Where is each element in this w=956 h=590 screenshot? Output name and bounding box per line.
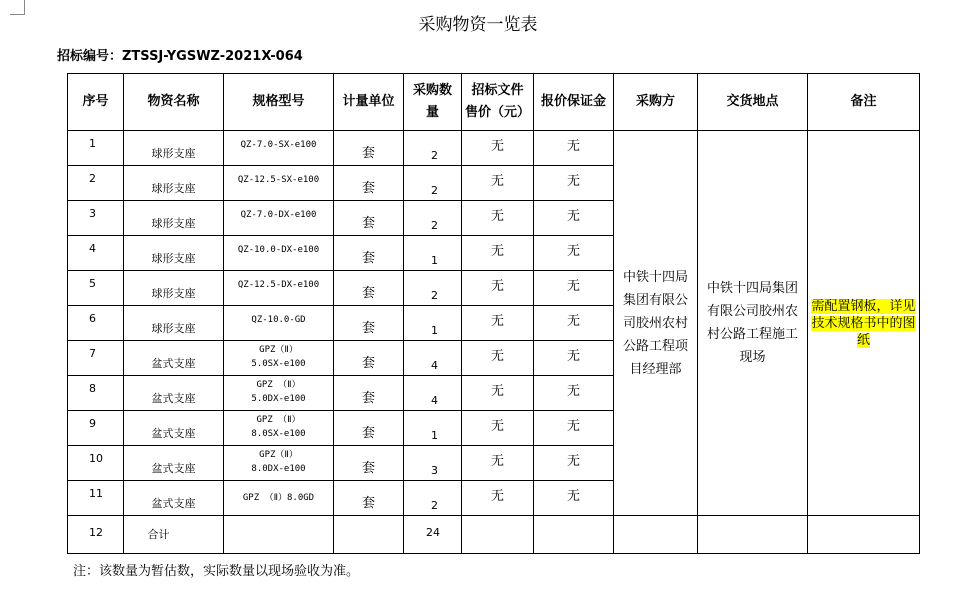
header-price-line2: 售价（元） — [464, 105, 530, 120]
cell-unit — [334, 166, 404, 201]
row-seq: 7 — [89, 347, 96, 360]
row-name: 球形支座 — [151, 217, 196, 230]
row-seq: 3 — [89, 207, 96, 220]
row-deposit: 无 — [566, 139, 580, 154]
row-spec-line1: GPZ （Ⅱ） — [256, 415, 301, 425]
row-price: 无 — [490, 139, 504, 154]
cell-price — [462, 376, 534, 411]
cell-deposit — [534, 166, 614, 201]
row-name: 球形支座 — [151, 287, 196, 300]
cell-seq — [68, 411, 124, 446]
header-qty-line2: 量 — [425, 105, 439, 120]
row-price: 无 — [490, 349, 504, 364]
row-name: 盆式支座 — [151, 357, 196, 370]
row-deposit: 无 — [566, 174, 580, 189]
cell-seq — [68, 166, 124, 201]
cell-price — [462, 236, 534, 271]
row-name: 球形支座 — [151, 322, 196, 335]
cell-deposit — [534, 201, 614, 236]
cell-unit — [334, 481, 404, 516]
row-qty: 2 — [431, 289, 438, 302]
row-price: 无 — [490, 279, 504, 294]
cell-name — [124, 201, 224, 236]
cell-seq — [68, 201, 124, 236]
cell-price — [462, 341, 534, 376]
cell-qty — [404, 166, 462, 201]
row-spec: QZ-12.5-DX-e100 — [237, 280, 320, 290]
footnote: 注：该数量为暂估数，实际数量以现场验收为准。 — [73, 564, 360, 579]
cell-unit — [334, 516, 404, 554]
cell-deposit — [534, 341, 614, 376]
row-unit: 套 — [361, 461, 375, 476]
cell-unit — [334, 306, 404, 341]
cell-qty — [404, 201, 462, 236]
row-spec-line2: 5.0DX-e100 — [251, 394, 306, 404]
cell-unit — [334, 236, 404, 271]
cell-seq — [68, 376, 124, 411]
cell-qty — [404, 306, 462, 341]
row-price: 无 — [490, 244, 504, 259]
cell-spec — [224, 481, 334, 516]
row-price: 无 — [490, 209, 504, 224]
cell-price — [462, 166, 534, 201]
cell-price — [462, 306, 534, 341]
cell-unit — [334, 201, 404, 236]
cell-unit — [334, 271, 404, 306]
cell-qty — [404, 481, 462, 516]
cell-spec — [224, 341, 334, 376]
purchaser-cell: 中铁十四局集团有限公司胶州农村公路工程项目经理部 — [614, 131, 698, 516]
row-unit: 套 — [361, 146, 375, 161]
row-spec-line1: GPZ（Ⅱ） — [259, 450, 298, 460]
row-qty: 1 — [431, 429, 438, 442]
cell-deposit — [534, 271, 614, 306]
row-qty: 2 — [431, 219, 438, 232]
total-seq: 12 — [89, 526, 103, 539]
row-qty: 2 — [431, 149, 438, 162]
header-delivery: 交货地点 — [698, 74, 808, 131]
cell-name — [124, 376, 224, 411]
row-spec: GPZ （Ⅱ）8.0GD — [242, 493, 315, 503]
header-purchaser: 采购方 — [614, 74, 698, 131]
row-deposit: 无 — [566, 489, 580, 504]
cell-seq — [68, 131, 124, 166]
row-seq: 11 — [89, 487, 103, 500]
row-price: 无 — [490, 489, 504, 504]
cell-spec — [224, 166, 334, 201]
cell-seq — [68, 306, 124, 341]
cell-deposit — [534, 516, 614, 554]
header-seq: 序号 — [68, 74, 124, 131]
row-unit: 套 — [361, 251, 375, 266]
cell-deposit — [534, 306, 614, 341]
row-qty: 4 — [431, 359, 438, 372]
row-name: 盆式支座 — [151, 392, 196, 405]
row-unit: 套 — [361, 426, 375, 441]
cell-name — [124, 236, 224, 271]
row-name: 球形支座 — [151, 182, 196, 195]
row-price: 无 — [490, 454, 504, 469]
row-seq: 5 — [89, 277, 96, 290]
cell-seq — [68, 481, 124, 516]
cell-qty — [404, 376, 462, 411]
cell-name — [124, 271, 224, 306]
cell-spec — [224, 201, 334, 236]
cell-deposit — [534, 446, 614, 481]
cell-unit — [334, 446, 404, 481]
row-name: 盆式支座 — [151, 462, 196, 475]
cell-spec — [224, 411, 334, 446]
cell-spec — [224, 271, 334, 306]
row-spec — [224, 378, 333, 406]
header-qty-line1: 采购数 — [412, 83, 452, 98]
cell-price — [462, 271, 534, 306]
row-spec-line2: 8.0DX-e100 — [251, 464, 306, 474]
delivery-cell: 中铁十四局集团有限公司胶州农村公路工程施工现场 — [698, 131, 808, 516]
cell-qty — [404, 236, 462, 271]
cell-purchaser — [614, 516, 698, 554]
cell-qty — [404, 446, 462, 481]
header-price — [462, 74, 534, 131]
row-spec-line1: GPZ （Ⅱ） — [256, 380, 301, 390]
cell-price — [462, 411, 534, 446]
row-seq: 9 — [89, 417, 96, 430]
row-price: 无 — [490, 419, 504, 434]
cell-qty — [404, 411, 462, 446]
row-price: 无 — [490, 174, 504, 189]
row-unit: 套 — [361, 356, 375, 371]
cell-name — [124, 166, 224, 201]
row-qty: 2 — [431, 184, 438, 197]
cell-qty — [404, 516, 462, 554]
row-name: 球形支座 — [151, 147, 196, 160]
row-unit: 套 — [361, 321, 375, 336]
row-spec — [224, 413, 333, 441]
row-price: 无 — [490, 314, 504, 329]
cell-price — [462, 201, 534, 236]
row-seq: 8 — [89, 382, 96, 395]
cell-deposit — [534, 376, 614, 411]
cell-name — [124, 481, 224, 516]
row-spec: QZ-7.0-DX-e100 — [240, 210, 317, 220]
cell-spec — [224, 236, 334, 271]
cell-unit — [334, 411, 404, 446]
cell-unit — [334, 376, 404, 411]
cell-seq — [68, 271, 124, 306]
remark-cell — [808, 131, 920, 516]
cell-price — [462, 516, 534, 554]
row-unit: 套 — [361, 181, 375, 196]
row-qty: 2 — [431, 499, 438, 512]
row-unit: 套 — [361, 216, 375, 231]
row-qty: 3 — [431, 464, 438, 477]
row-spec: QZ-10.0-GD — [251, 315, 306, 325]
cell-qty — [404, 341, 462, 376]
table-row — [68, 131, 920, 166]
row-deposit: 无 — [566, 419, 580, 434]
remark-highlight: 需配置钢板，详见技术规格书中的图纸 — [811, 298, 916, 348]
cell-deposit — [534, 411, 614, 446]
row-spec: QZ-10.0-DX-e100 — [237, 245, 320, 255]
row-seq: 4 — [89, 242, 96, 255]
cell-name — [124, 516, 224, 554]
row-seq: 2 — [89, 172, 96, 185]
row-unit: 套 — [361, 286, 375, 301]
row-seq: 1 — [89, 137, 96, 150]
row-spec: QZ-12.5-SX-e100 — [237, 175, 320, 185]
row-spec-line1: GPZ（Ⅱ） — [259, 345, 298, 355]
header-name: 物资名称 — [124, 74, 224, 131]
cell-price — [462, 481, 534, 516]
cell-spec — [224, 376, 334, 411]
row-deposit: 无 — [566, 384, 580, 399]
row-deposit: 无 — [566, 209, 580, 224]
procurement-table — [67, 73, 920, 554]
cell-seq — [68, 446, 124, 481]
row-deposit: 无 — [566, 314, 580, 329]
cell-spec — [224, 446, 334, 481]
row-spec-line2: 5.0SX-e100 — [251, 359, 306, 369]
row-unit: 套 — [361, 391, 375, 406]
row-spec — [224, 448, 333, 476]
header-price-line1: 招标文件 — [471, 83, 524, 98]
row-spec-line2: 8.0SX-e100 — [251, 429, 306, 439]
row-seq: 10 — [89, 452, 103, 465]
row-qty: 1 — [431, 324, 438, 337]
cell-qty — [404, 131, 462, 166]
row-deposit: 无 — [566, 279, 580, 294]
cell-price — [462, 131, 534, 166]
row-qty: 1 — [431, 254, 438, 267]
cell-name — [124, 411, 224, 446]
cell-seq — [68, 341, 124, 376]
cell-spec — [224, 306, 334, 341]
header-remark: 备注 — [808, 74, 920, 131]
row-spec — [224, 343, 333, 371]
cell-unit — [334, 341, 404, 376]
cell-remark — [808, 516, 920, 554]
row-name: 盆式支座 — [151, 427, 196, 440]
cell-deposit — [534, 236, 614, 271]
row-seq: 6 — [89, 312, 96, 325]
page-title: 采购物资一览表 — [418, 15, 538, 35]
header-qty — [404, 74, 462, 131]
cell-deposit — [534, 131, 614, 166]
row-qty: 4 — [431, 394, 438, 407]
row-deposit: 无 — [566, 244, 580, 259]
cell-spec — [224, 516, 334, 554]
bid-number: 招标编号：ZTSSJ-YGSWZ-2021X-064 — [57, 49, 303, 64]
row-name: 球形支座 — [151, 252, 196, 265]
cell-name — [124, 131, 224, 166]
cell-spec — [224, 131, 334, 166]
row-deposit: 无 — [566, 349, 580, 364]
cell-seq — [68, 236, 124, 271]
row-deposit: 无 — [566, 454, 580, 469]
cell-price — [462, 446, 534, 481]
table-header-row — [68, 74, 920, 131]
cell-delivery — [698, 516, 808, 554]
header-unit: 计量单位 — [334, 74, 404, 131]
cell-name — [124, 306, 224, 341]
cell-qty — [404, 271, 462, 306]
header-deposit: 报价保证金 — [534, 74, 614, 131]
total-row — [68, 516, 920, 554]
row-price: 无 — [490, 384, 504, 399]
total-qty: 24 — [426, 526, 440, 539]
row-spec: QZ-7.0-SX-e100 — [240, 140, 317, 150]
cell-name — [124, 341, 224, 376]
cell-name — [124, 446, 224, 481]
cell-unit — [334, 131, 404, 166]
row-name: 盆式支座 — [151, 497, 196, 510]
row-unit: 套 — [361, 496, 375, 511]
header-spec: 规格型号 — [224, 74, 334, 131]
cell-deposit — [534, 481, 614, 516]
total-label: 合计 — [147, 528, 170, 541]
